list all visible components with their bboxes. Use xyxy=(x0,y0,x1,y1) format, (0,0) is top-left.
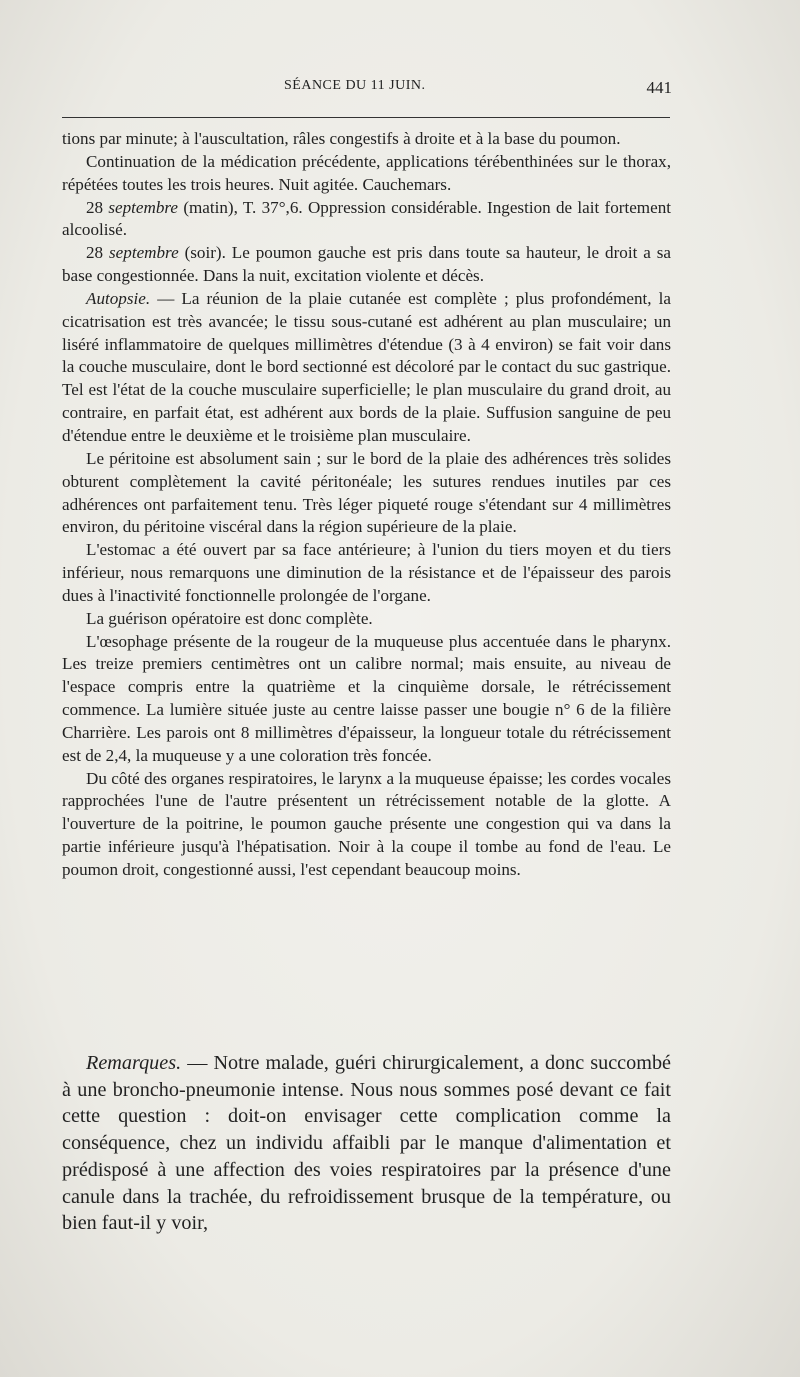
page-number: 441 xyxy=(646,78,672,97)
paragraph: L'estomac a été ouvert par sa face antérieure; à l'union du tiers moyen et du tiers inférieur, nous remarquons une diminution de la résistance et de l'épaisseur des parois dues à l'inactivité fonctionnelle prolongée de l'organe. xyxy=(62,540,671,605)
paragraph: Continuation de la médication précédente, applications térébenthinées sur le thorax, répétées toutes les trois heures. Nuit agitée. Cauchemars. xyxy=(62,151,671,194)
paragraph: 28 septembre (soir). Le poumon gauche est pris dans toute sa hauteur, le droit a sa base congestionnée. Dans la nuit, excitation violente et décès. xyxy=(62,243,672,286)
running-title: SÉANCE DU 11 JUIN. xyxy=(284,78,426,93)
paragraph-autopsie: Autopsie. — La réunion de la plaie cutanée est complète ; plus profondément, la cicatrisation est très avancée; le tissu sous-cutané est adhérent au plan musculaire; un liséré inflammatoire de quelques millimètres d'étendue (3 à 4 environ) se fait voir dans la couche musculaire, dont le bord sectionné est décoloré par le contact du suc gastrique. Tel est l'état de la couche musculaire superficielle; le plan musculaire du grand droit, au contraire, en parfait état, est adhérent aux bords de la plaie. Suffusion sanguine de peu d'étendue entre le deuxième et le troisième plan musculaire. xyxy=(62,288,671,445)
page-header xyxy=(62,78,672,102)
body-text xyxy=(62,128,671,882)
paragraph: 28 septembre (matin), T. 37°,6. Oppression considérable. Ingestion de lait fortement alcoolisé. xyxy=(62,197,671,240)
header-rule xyxy=(62,117,670,118)
paragraph: Du côté des organes respiratoires, le larynx a la muqueuse épaisse; les cordes vocales rapprochées l'une de l'autre présentent un rétrécissement notable de la glotte. A l'ouverture de la poitrine, le poumon gauche présente une congestion qui va dans la partie inférieure jusqu'à l'hépatisation. Noir à la coupe il tombe au fond de l'eau. Le poumon droit, congestionné aussi, l'est cependant beaucoup moins. xyxy=(62,768,671,879)
remarks-section xyxy=(62,1050,671,1237)
paragraph: Le péritoine est absolument sain ; sur le bord de la plaie des adhérences très solides obturent complètement la cavité péritonéale; les sutures rendues inutiles par ces adhérences ont parfaitement tenu. Très léger piqueté rouge s'étendant sur 4 millimètres environ, du péritoine viscéral dans la région supérieure de la plaie. xyxy=(62,448,671,537)
paragraph: La guérison opératoire est donc complète. xyxy=(86,608,373,628)
paragraph: tions par minute; à l'auscultation, râles congestifs à droite et à la base du poumon. xyxy=(62,129,621,148)
paragraph: L'œsophage présente de la rougeur de la muqueuse plus accentuée dans le pharynx. Les treize premiers centimètres ont un calibre normal; mais ensuite, au niveau de l'espace compris entre la quatrième et la cinquième dorsale, le rétrécissement commence. La lumière située juste au centre laisse passer une bougie n° 6 de la filière Charrière. Les parois ont 8 millimètres d'épaisseur, la longueur totale du rétrécissement est de 2,4, la muqueuse y a une coloration très foncée. xyxy=(62,631,671,765)
remarks-paragraph: Remarques. — Notre malade, guéri chirurgicalement, a donc succombé à une broncho-pneumonie intense. Nous nous sommes posé devant ce fait cette question : doit-on envisager cette complication comme la conséquence, chez un individu affaibli par le manque d'alimentation et prédisposé à une affection des voies respiratoires par la présence d'une canule dans la trachée, du refroidissement brusque de la température, ou bien faut-il y voir, xyxy=(62,1052,671,1235)
